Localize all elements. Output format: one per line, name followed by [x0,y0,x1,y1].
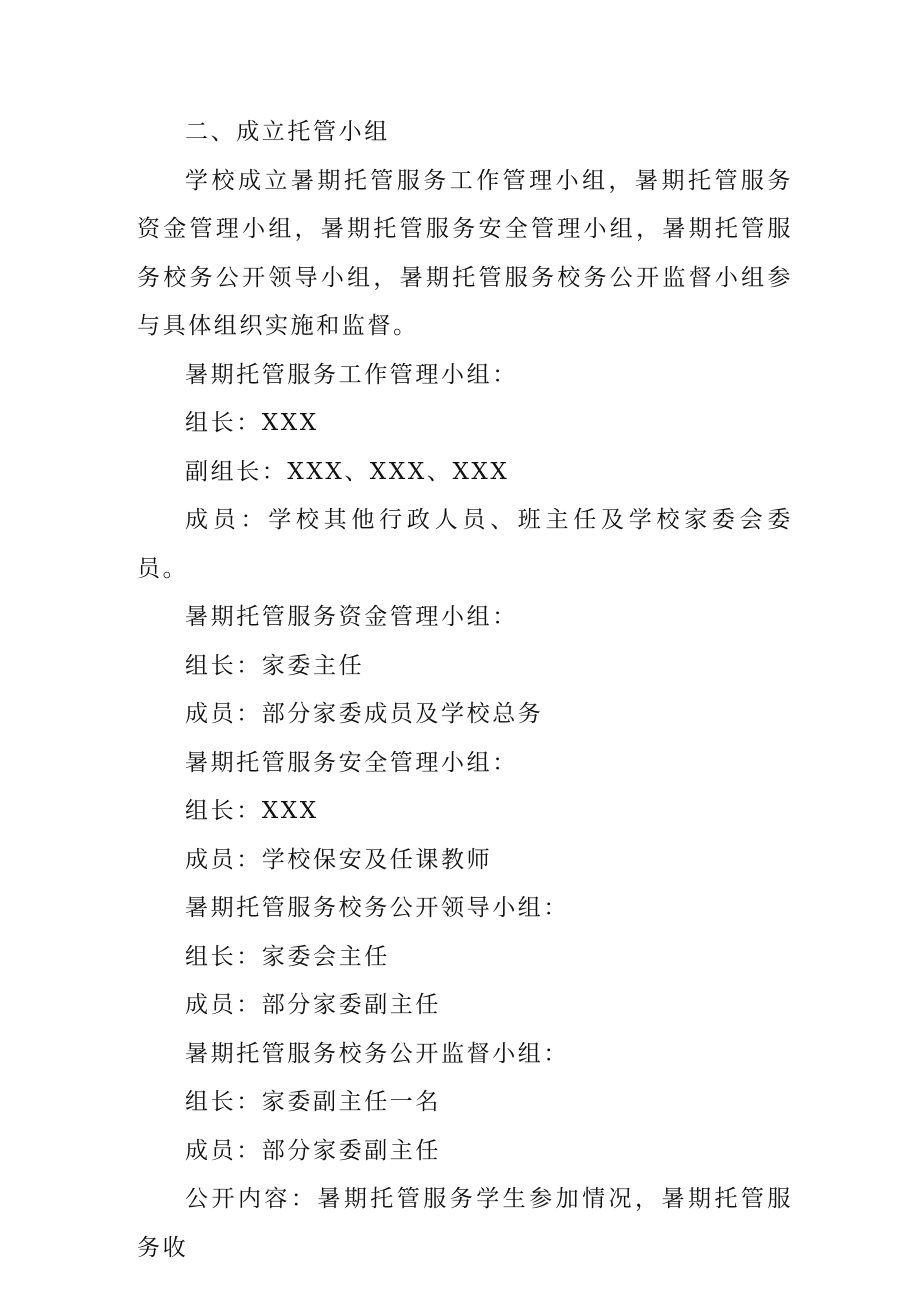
group-members-safety-management: 成员：学校保安及任课教师 [185,846,493,873]
group-members-disclosure-leadership: 成员：部分家委副主任 [185,992,441,1018]
group-deputy-work-management: 副组长：XXX、XXX、XXX [185,458,510,485]
group-members-fund-management: 成员：部分家委成员及学校总务 [185,701,544,727]
public-content-paragraph: 公开内容：暑期托管服务学生参加情况，暑期托管服务收 [137,1186,793,1261]
group-members-disclosure-supervision: 成员：部分家委副主任 [185,1137,441,1164]
group-title-disclosure-leadership: 暑期托管服务校务公开领导小组： [185,895,569,921]
group-leader-safety-management: 组长：XXX [185,798,319,824]
group-title-work-management: 暑期托管服务工作管理小组： [185,361,518,388]
group-leader-disclosure-supervision: 组长：家委副主任一名 [185,1089,441,1115]
intro-paragraph: 学校成立暑期托管服务工作管理小组，暑期托管服务资金管理小组，暑期托管服务安全管理小组，暑期托管服务校务公开领导小组，暑期托管服务校务公开监督小组参与具体组织实施和监督。 [137,167,793,339]
group-leader-work-management: 组长：XXX [185,410,319,436]
group-members-work-management: 成员：学校其他行政人员、班主任及学校家委会委员。 [137,507,793,582]
group-title-fund-management: 暑期托管服务资金管理小组： [185,604,518,630]
group-leader-disclosure-leadership: 组长：家委会主任 [185,943,390,970]
section-heading: 二、成立托管小组 [185,119,390,145]
group-leader-fund-management: 组长：家委主任 [185,652,365,679]
document-body [137,108,793,1272]
group-title-safety-management: 暑期托管服务安全管理小组： [185,749,518,776]
group-title-disclosure-supervision: 暑期托管服务校务公开监督小组： [185,1040,569,1067]
